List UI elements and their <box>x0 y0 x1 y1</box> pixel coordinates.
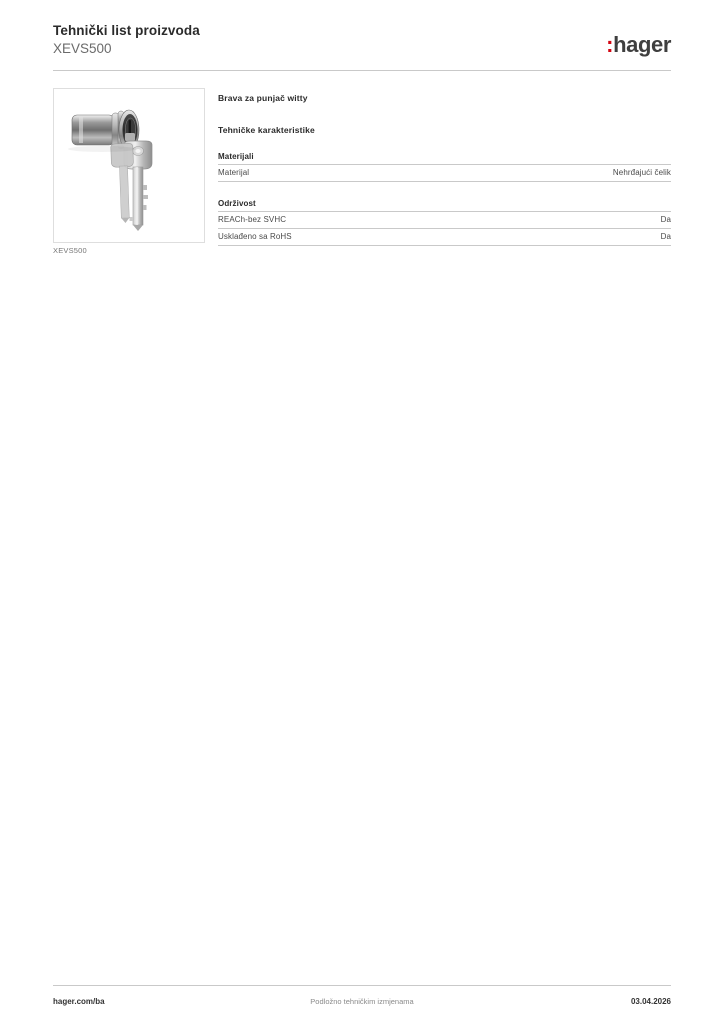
table-row <box>218 229 671 246</box>
footer-note: Podložno tehničkim izmjenama <box>310 997 414 1006</box>
footer-website[interactable]: hager.com/ba <box>53 997 105 1006</box>
page-footer <box>53 997 671 1011</box>
product-image-caption: XEVS500 <box>53 246 87 255</box>
group-title-materials: Materijali <box>218 152 254 161</box>
spec-label: REACh-bez SVHC <box>218 212 615 229</box>
spec-table-materials <box>218 164 671 182</box>
specifications-panel <box>218 93 671 246</box>
hager-logo <box>606 32 671 58</box>
group-title-sustainability: Održivost <box>218 199 256 208</box>
page-subtitle: XEVS500 <box>53 41 112 56</box>
logo-colon-mark: : <box>606 32 614 57</box>
spec-value: Nehrđajući čelik <box>376 165 671 182</box>
product-name: Brava za punjač witty <box>218 93 308 103</box>
page-title: Tehnički list proizvoda <box>53 23 200 38</box>
table-row <box>218 165 671 182</box>
spec-value: Da <box>615 212 671 229</box>
page-header <box>53 22 671 70</box>
product-image-frame <box>53 88 205 243</box>
table-row <box>218 212 671 229</box>
spec-label: Usklađeno sa RoHS <box>218 229 615 246</box>
section-title-technical: Tehničke karakteristike <box>218 125 315 135</box>
footer-date: 03.04.2026 <box>630 997 671 1006</box>
lock-with-keys-icon <box>54 89 204 242</box>
spec-table-sustainability <box>218 211 671 246</box>
footer-divider <box>53 985 671 986</box>
spec-value: Da <box>615 229 671 246</box>
spec-label: Materijal <box>218 165 376 182</box>
logo-text: hager <box>613 32 671 57</box>
header-divider <box>53 70 671 71</box>
